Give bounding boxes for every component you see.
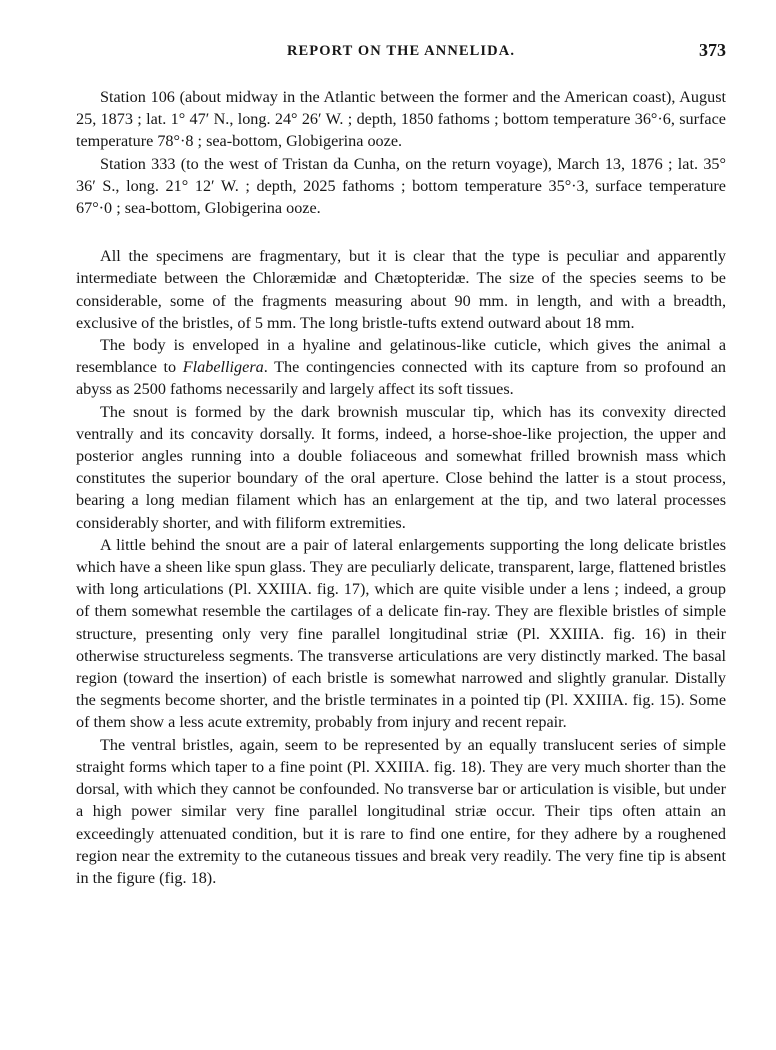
body-cuticle-text-end: . The contingencies connected with its capture from so profound an abyss as 2500 fathoms necessarily and largely affect its soft tissues. [76,358,726,399]
specimens-paragraph: All the specimens are fragmentary, but it is clear that the type is peculiar and apparently intermediate between the Chloræmidæ and Chætopteridæ. The size of the species seems to be considerable, some of the fragments measuring about 90 mm. in length, and with a breadth, exclusive of the bristles, of 5 mm. The long bristle-tufts extend outward about 18 mm. [76,247,726,332]
body-cuticle-text-start: The body is enveloped in a hyaline and gelatinous-like cuticle, which gives the animal a resemblance to [76,336,726,377]
running-head: REPORT ON THE ANNELIDA. [286,43,516,59]
page-header [76,40,726,64]
snout-paragraph: The snout is formed by the dark brownish muscular tip, which has its convexity directed ventrally and its concavity dorsally. It forms, indeed, a horse-shoe-like projection, the upper and posterior angles running into a double foliaceous and somewhat frilled brownish mass which constitutes the superior boundary of the oral aperture. Close behind the latter is a stout process, bearing a long median filament which has an enlargement at the tip, and two lateral processes considerably shorter, and with filiform extremities. [76,402,726,532]
body-cuticle-paragraph [76,334,726,401]
dorsal-bristles-paragraph: A little behind the snout are a pair of lateral enlargements supporting the long delicate bristles which have a sheen like spun glass. They are peculiarly delicate, transparent, large, flattened bristles with long articulations (Pl. XXIIIA. fig. 17), which are quite visible under a lens ; indeed, a group of them somewhat resemble the cartilages of a delicate fin-ray. They are flexible bristles of simple structure, presenting only very fine parallel longitudinal striæ (Pl. XXIIIA. fig. 16) in their otherwise structureless segments. The transverse articulations are very distinctly marked. The basal region (toward the insertion) of each bristle is somewhat narrowed and slightly granular. Distally the segments become shorter, and the bristle terminates in a pointed tip (Pl. XXIIIA. fig. 15). Some of them show a less acute extremity, probably from injury and recent repair. [76,535,726,732]
page-number: 373 [699,40,726,60]
section-gap [76,219,726,245]
station-106-paragraph: Station 106 (about midway in the Atlantic between the former and the American coast), August 25, 1873 ; lat. 1° 47′ N., long. 24° 26′ W. ; depth, 1850 fathoms ; bottom temperature 36°·6, surface temperature 78°·8 ; sea-bottom, Globigerina ooze. [76,88,726,151]
ventral-bristles-paragraph: The ventral bristles, again, seem to be represented by an equally translucent series of simple straight forms which taper to a fine point (Pl. XXIIIA. fig. 18). They are very much shorter than the dorsal, with which they cannot be confounded. No transverse bar or articulation is visible, but under a high power similar very fine parallel longitudinal striæ occur. Their tips often attain an exceedingly attenuated condition, but it is rare to find one entire, for they adhere by a roughened region near the extremity to the cutaneous tissues and break very readily. The very fine tip is absent in the figure (fig. 18). [76,735,726,887]
station-333-paragraph: Station 333 (to the west of Tristan da Cunha, on the return voyage), March 13, 1876 ; lat. 35° 36′ S., long. 21° 12′ W. ; depth, 2025 fathoms ; bottom temperature 35°·3, surface temperature 67°·0 ; sea-bottom, Globigerina ooze. [76,154,726,218]
genus-name-flabelligera: Flabelligera [182,358,264,377]
body-text [76,86,726,889]
